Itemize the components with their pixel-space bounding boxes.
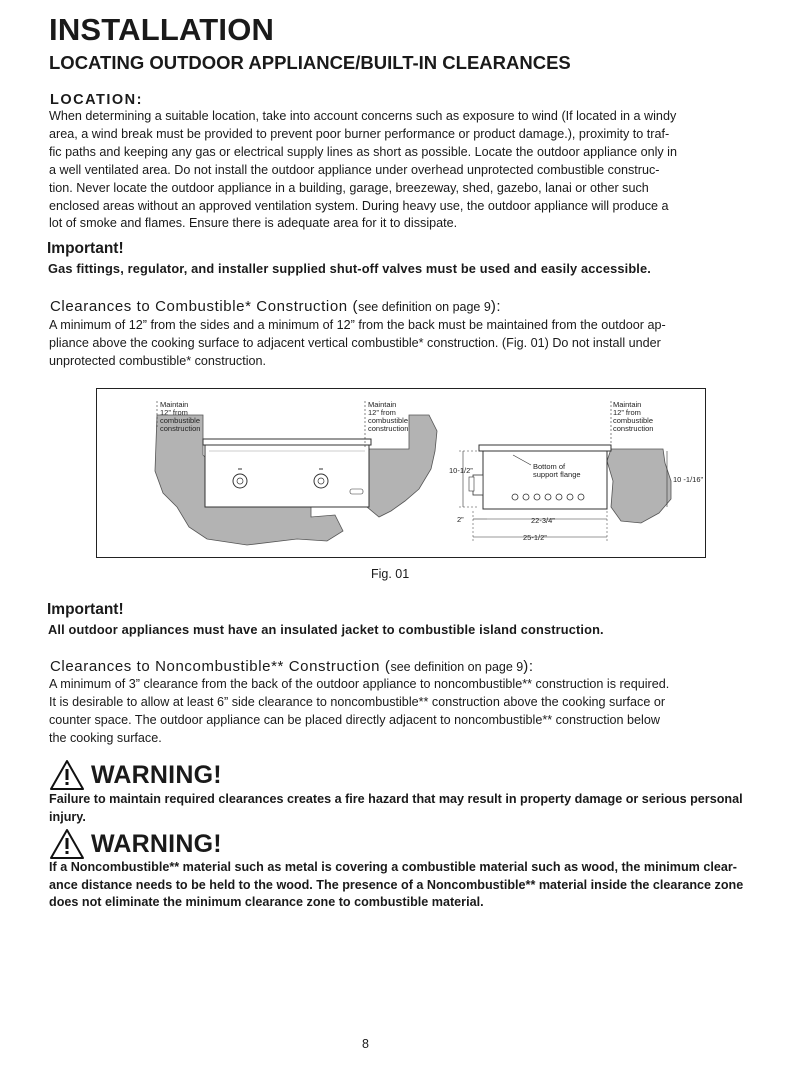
noncombustible-line: the cooking surface. — [49, 730, 162, 745]
clearance-figure — [96, 388, 706, 558]
clearance-diagram — [97, 389, 705, 557]
noncombustible-line: It is desirable to allow at least 6” side clearance to noncombustible** construction above the cooking surface or — [49, 694, 666, 709]
warning-title: WARNING! — [91, 760, 222, 789]
noncombustible-paragraph — [49, 676, 761, 748]
location-line: a well ventilated area. Do not install the outdoor appliance under overhead unprotected combustible construc- — [49, 162, 660, 177]
dim-height-label: 10-1/2” — [449, 466, 473, 475]
combustible-paragraph — [49, 317, 761, 371]
location-line: lot of smoke and flames. Ensure there is adequate area for it to dissipate. — [49, 216, 458, 231]
location-heading: LOCATION: — [50, 92, 143, 108]
svg-text:12” from: 12” from — [160, 408, 188, 417]
maintain-label-left — [160, 400, 200, 433]
warning-banner — [49, 826, 222, 862]
figure-caption: Fig. 01 — [371, 567, 410, 581]
warning-banner — [49, 757, 222, 793]
dim-right-label: 10 -1/16” — [673, 475, 704, 484]
warning-triangle-icon — [49, 828, 85, 860]
dim-25-label: 25-1/2” — [523, 533, 547, 542]
svg-text:combustible: combustible — [368, 416, 409, 425]
noncombustible-line: counter space. The outdoor appliance can be placed directly adjacent to noncombustible** construction below — [49, 712, 660, 727]
warning-text: Failure to maintain required clearances creates a fire hazard that may result in property damage or serious personal injury. — [49, 792, 743, 824]
page-reference: see definition on page 9 — [358, 300, 491, 314]
important-text: Gas fittings, regulator, and installer supplied shut-off valves must be used and easily accessible. — [48, 261, 651, 276]
combustible-line: pliance above the cooking surface to adjacent vertical combustible* construction. (Fig. 01) Do not install under — [49, 335, 661, 350]
warning-text: If a Noncombustible** material such as metal is covering a combustible material such as wood, the minimum clear- ance distance needs to be held to the wood. The presence of a Noncombustible** material inside the clearance zone does not eliminate the minimum clearance zone to combustible material. — [49, 860, 744, 910]
flange-label: Bottom of — [533, 462, 566, 471]
page-reference: see definition on page 9 — [390, 660, 524, 674]
maintain-label-right — [613, 400, 653, 433]
important-heading: Important! — [47, 601, 124, 618]
page-title: INSTALLATION — [49, 12, 275, 47]
svg-text:Maintain: Maintain — [368, 400, 397, 409]
noncombustible-heading: Clearances to Noncombustible** Construction (see definition on page 9): — [50, 658, 534, 675]
combustible-line: unprotected combustible* construction. — [49, 353, 267, 368]
combustible-line: A minimum of 12” from the sides and a minimum of 12” from the back must be maintained from the outdoor ap- — [49, 318, 666, 332]
svg-text:construction: construction — [160, 424, 201, 433]
location-paragraph — [49, 108, 761, 233]
warning-triangle-icon — [49, 759, 85, 791]
page-subtitle: LOCATING OUTDOOR APPLIANCE/BUILT-IN CLEARANCES — [49, 52, 571, 73]
svg-text:Maintain: Maintain — [613, 400, 642, 409]
maintain-label-middle — [368, 400, 408, 433]
dim-22-label: 22-3/4” — [531, 516, 555, 525]
important-heading: Important! — [47, 240, 124, 257]
flange-label: support flange — [533, 470, 581, 479]
location-line: When determining a suitable location, take into account concerns such as exposure to wind (If located in a windy — [49, 109, 677, 123]
location-line: tion. Never locate the outdoor appliance in a building, garage, breezeway, shed, gazebo, lanai or other such — [49, 180, 649, 195]
warning-title: WARNING! — [91, 829, 222, 858]
svg-text:Maintain: Maintain — [160, 400, 189, 409]
svg-text:construction: construction — [613, 424, 654, 433]
noncombustible-line: A minimum of 3” clearance from the back of the outdoor appliance to noncombustible** construction is required. — [49, 677, 670, 691]
svg-text:12” from: 12” from — [368, 408, 396, 417]
important-text: All outdoor appliances must have an insulated jacket to combustible island construction. — [48, 622, 604, 637]
grill-front-view — [205, 443, 369, 507]
svg-text:combustible: combustible — [160, 416, 201, 425]
svg-text:12” from: 12” from — [613, 408, 641, 417]
logo-badge — [350, 489, 363, 494]
svg-text:combustible: combustible — [613, 416, 654, 425]
svg-text:construction: construction — [368, 424, 409, 433]
combustible-heading: Clearances to Combustible* Construction (see definition on page 9): — [50, 298, 502, 315]
location-line: enclosed areas without an approved ventilation system. During heavy use, the outdoor appliance will produce a — [49, 198, 669, 213]
location-line: fic paths and keeping any gas or electrical supply lines as short as possible. Locate the outdoor appliance only in — [49, 144, 677, 159]
page-number: 8 — [362, 1037, 369, 1051]
combustible-wall-right — [607, 449, 671, 523]
location-line: area, a wind break must be provided to prevent poor burner performance or product damage.), proximity to traf- — [49, 126, 670, 141]
dim-2-label: 2” — [457, 515, 464, 524]
